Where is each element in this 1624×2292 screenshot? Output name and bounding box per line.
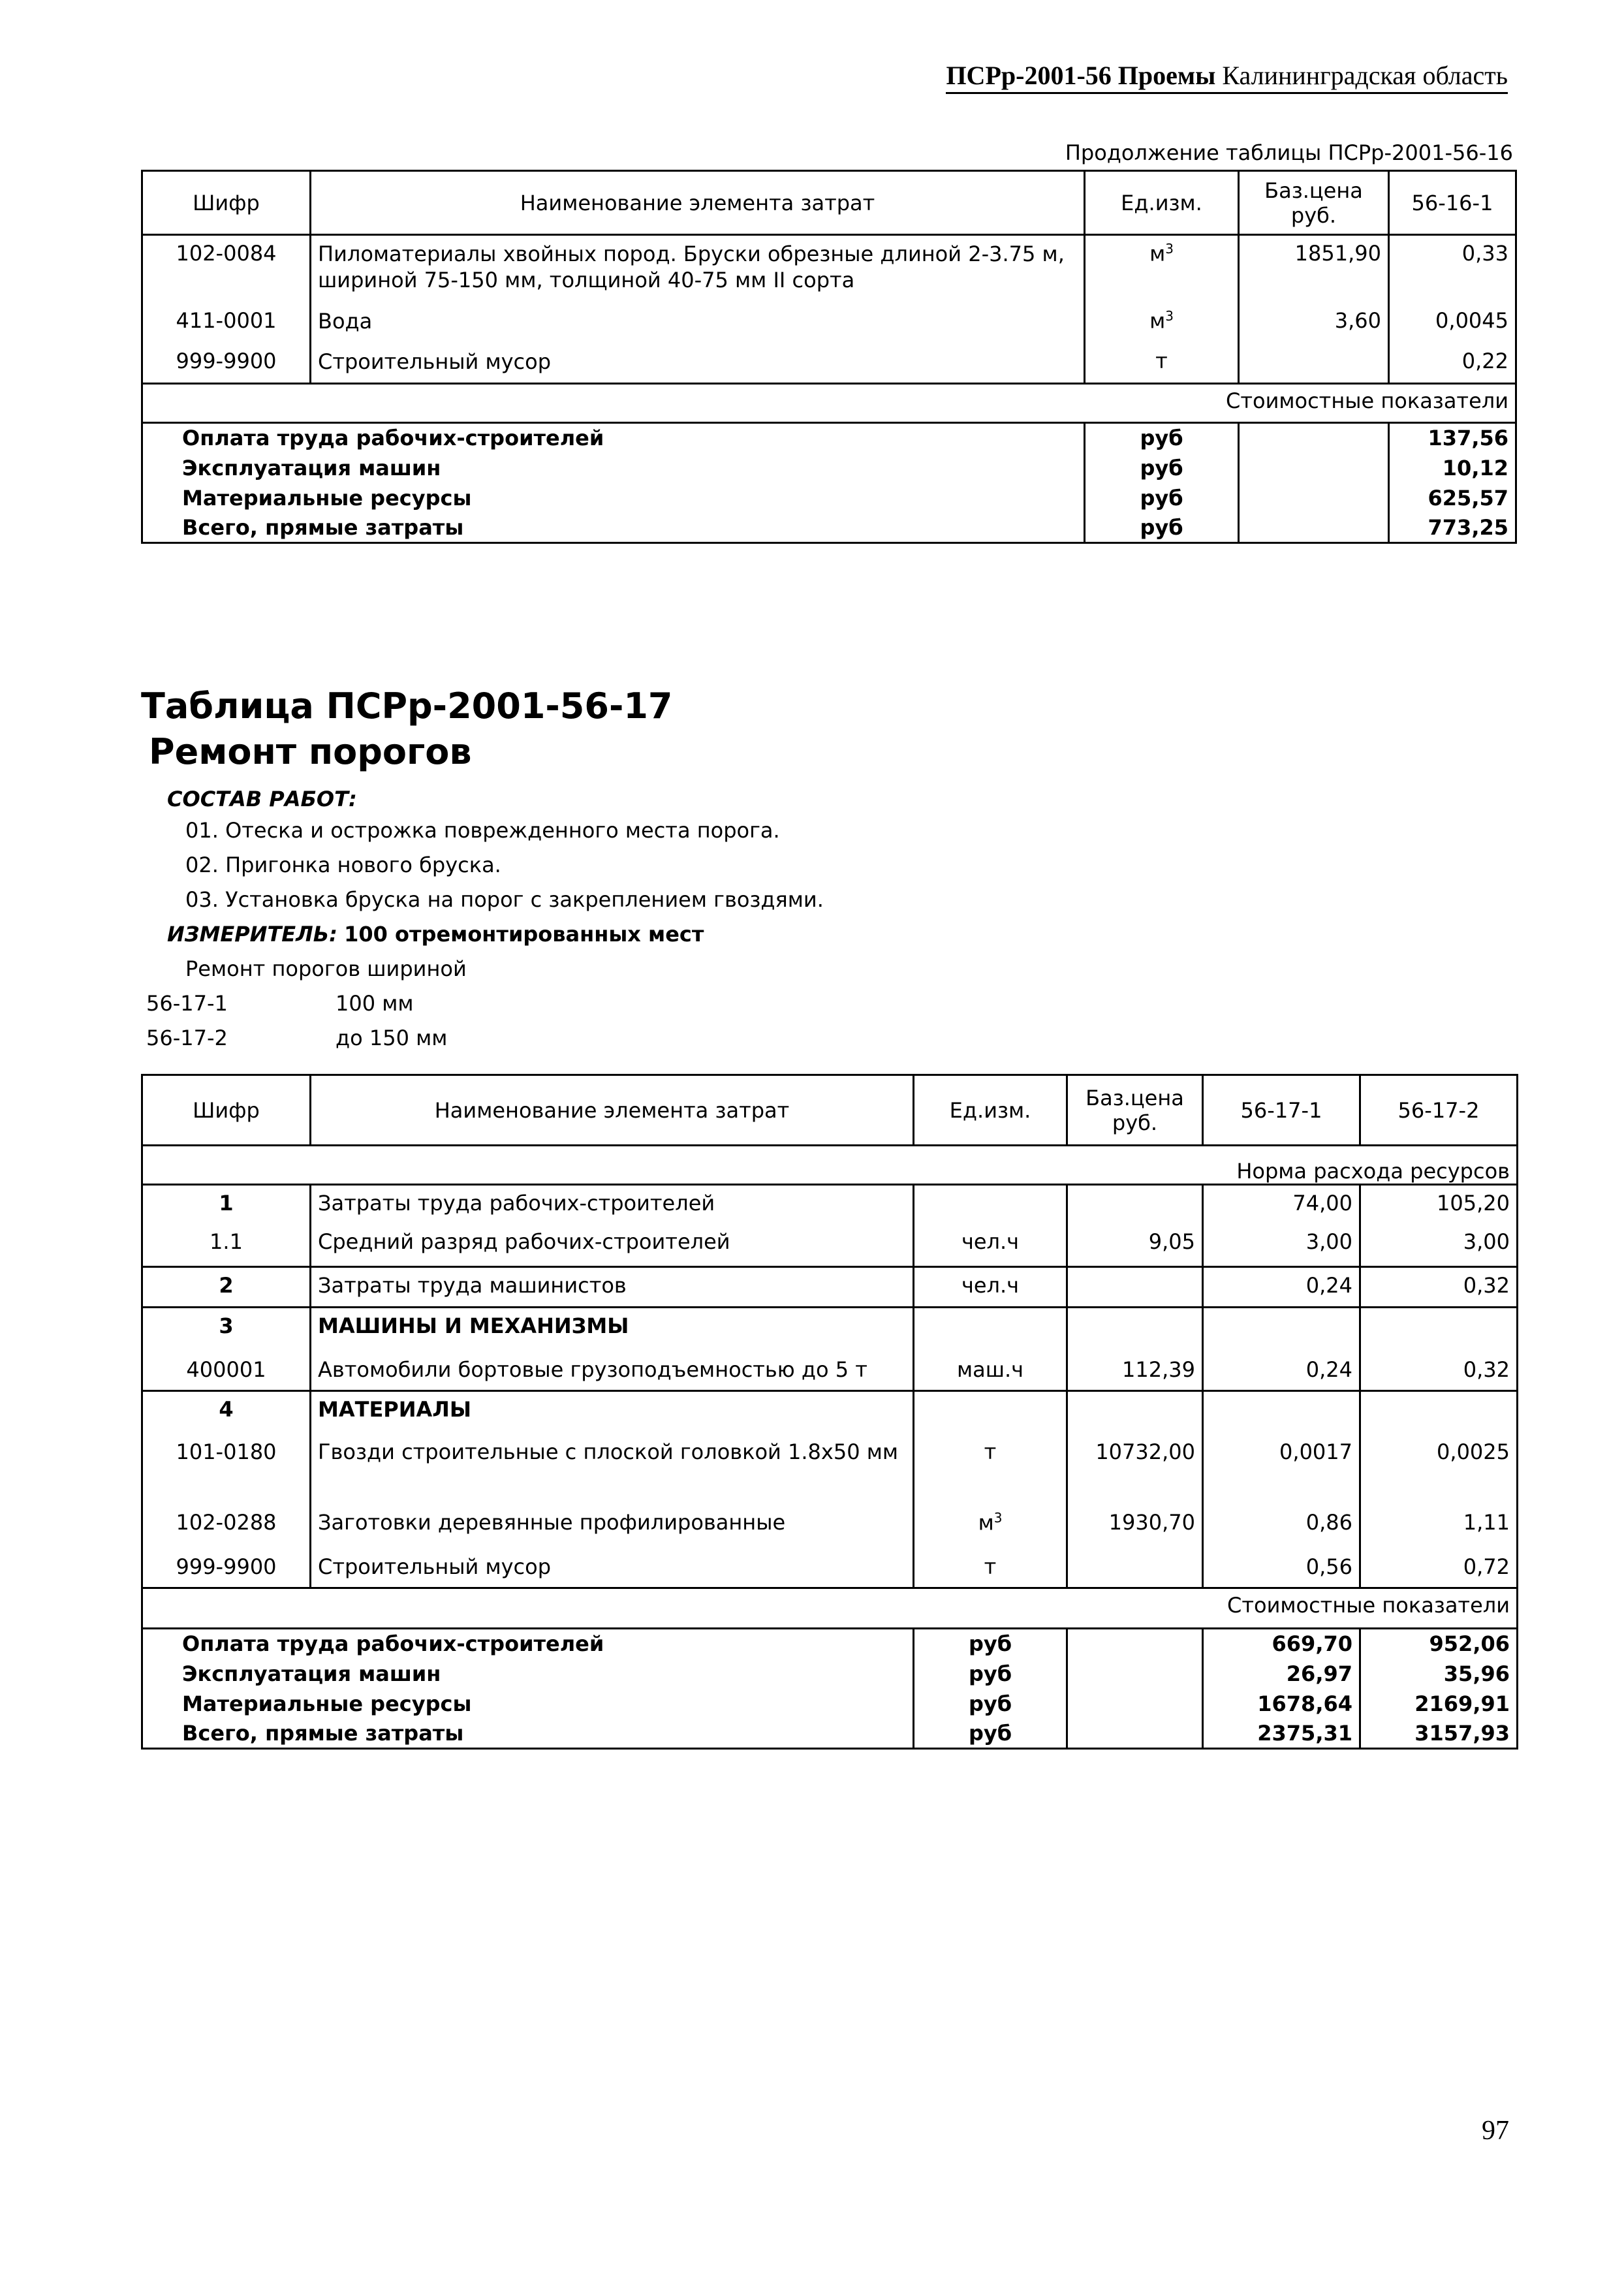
cost-row bbox=[142, 1629, 1518, 1659]
value-cell bbox=[1360, 1391, 1518, 1434]
running-header bbox=[946, 60, 1508, 94]
cost-unit: руб bbox=[914, 1629, 1067, 1659]
cost-row bbox=[142, 423, 1516, 453]
unit-cell bbox=[914, 1224, 1067, 1267]
cost-value: 1678,64 bbox=[1203, 1689, 1360, 1719]
price-cell: 112,39 bbox=[1067, 1352, 1203, 1391]
cost-value: 26,97 bbox=[1203, 1659, 1360, 1689]
unit-text: чел.ч bbox=[961, 1273, 1020, 1298]
column-header: Шифр bbox=[142, 171, 311, 235]
value-cell bbox=[1203, 1391, 1360, 1434]
column-header: Баз.цена руб. bbox=[1239, 171, 1389, 235]
value-cell: 0,56 bbox=[1203, 1549, 1360, 1588]
value-cell: 0,24 bbox=[1203, 1352, 1360, 1391]
unit-text: м bbox=[1149, 308, 1166, 334]
cost-unit: руб bbox=[1085, 513, 1239, 543]
code-cell: 102-0084 bbox=[142, 235, 311, 303]
measure-value: 100 отремонтированных мест bbox=[344, 922, 704, 947]
cost-label: Всего, прямые затраты bbox=[142, 513, 1085, 543]
code-cell: 2 bbox=[142, 1267, 311, 1308]
table-row bbox=[142, 1352, 1518, 1391]
code-cell: 1.1 bbox=[142, 1224, 311, 1267]
cost-caption: Стоимостные показатели bbox=[142, 1588, 1518, 1629]
norm-caption: Норма расхода ресурсов bbox=[142, 1146, 1518, 1185]
unit-cell bbox=[1085, 235, 1239, 303]
name-cell: МАШИНЫ И МЕХАНИЗМЫ bbox=[311, 1308, 914, 1352]
unit-text: м bbox=[1149, 241, 1166, 266]
column-header: 56-17-1 bbox=[1203, 1075, 1360, 1146]
name-cell: Строительный мусор bbox=[311, 343, 1085, 384]
table-row bbox=[142, 1391, 1518, 1434]
name-cell: Затраты труда рабочих-строителей bbox=[311, 1185, 914, 1224]
value-cell: 0,24 bbox=[1203, 1267, 1360, 1308]
name-cell: Вода bbox=[311, 303, 1085, 343]
empty-cell bbox=[1239, 513, 1389, 543]
table-row bbox=[142, 1224, 1518, 1267]
cost-value: 137,56 bbox=[1389, 423, 1516, 453]
unit-cell bbox=[914, 1434, 1067, 1505]
table-row bbox=[142, 1434, 1518, 1505]
cost-unit: руб bbox=[1085, 483, 1239, 513]
empty-cell bbox=[1239, 423, 1389, 453]
unit-text: маш.ч bbox=[956, 1357, 1024, 1382]
price-cell bbox=[1067, 1391, 1203, 1434]
column-header: Наименование элемента затрат bbox=[311, 1075, 914, 1146]
code-cell: 1 bbox=[142, 1185, 311, 1224]
composition-label: СОСТАВ РАБОТ: bbox=[167, 787, 357, 811]
cost-label: Материальные ресурсы bbox=[142, 1689, 914, 1719]
cost-caption: Стоимостные показатели bbox=[142, 384, 1516, 423]
column-header: 56-17-2 bbox=[1360, 1075, 1518, 1146]
cost-value: 952,06 bbox=[1360, 1629, 1518, 1659]
unit-text: м bbox=[978, 1510, 994, 1535]
table-row bbox=[142, 303, 1516, 343]
name-cell: Гвозди строительные с плоской головкой 1.8x50 мм bbox=[311, 1434, 914, 1505]
code-cell: 3 bbox=[142, 1308, 311, 1352]
region-name: Калининградская область bbox=[1222, 61, 1508, 90]
cost-label: Эксплуатация машин bbox=[142, 1659, 914, 1689]
value-cell: 0,0025 bbox=[1360, 1434, 1518, 1505]
code-cell: 4 bbox=[142, 1391, 311, 1434]
unit-superscript: 3 bbox=[1165, 307, 1174, 324]
table-row bbox=[142, 1185, 1518, 1224]
value-cell: 0,86 bbox=[1203, 1505, 1360, 1549]
unit-text: т bbox=[1155, 348, 1168, 373]
section-subtitle: Ремонт порогов bbox=[149, 731, 472, 772]
price-cell bbox=[1239, 343, 1389, 384]
cost-unit: руб bbox=[1085, 423, 1239, 453]
empty-cell bbox=[1067, 1689, 1203, 1719]
price-cell: 3,60 bbox=[1239, 303, 1389, 343]
code-cell: 999-9900 bbox=[142, 343, 311, 384]
measure-line bbox=[167, 922, 704, 947]
value-cell: 0,33 bbox=[1389, 235, 1516, 303]
code-cell: 102-0288 bbox=[142, 1505, 311, 1549]
name-cell: Затраты труда машинистов bbox=[311, 1267, 914, 1308]
code-cell: 411-0001 bbox=[142, 303, 311, 343]
column-header: Шифр bbox=[142, 1075, 311, 1146]
name-cell: Заготовки деревянные профилированные bbox=[311, 1505, 914, 1549]
unit-cell bbox=[914, 1391, 1067, 1434]
code-cell: 400001 bbox=[142, 1352, 311, 1391]
page-number: 97 bbox=[1482, 2116, 1509, 2146]
cost-row bbox=[142, 1719, 1518, 1749]
unit-cell bbox=[914, 1505, 1067, 1549]
section-title: Таблица ПСРр-2001-56-17 bbox=[141, 685, 673, 727]
cost-label: Оплата труда рабочих-строителей bbox=[142, 1629, 914, 1659]
cost-row bbox=[142, 483, 1516, 513]
table-row bbox=[142, 343, 1516, 384]
resource-table-56-17 bbox=[141, 1074, 1518, 1750]
name-cell: Пиломатериалы хвойных пород. Бруски обрезные длиной 2-3.75 м, шириной 75-150 мм, толщиной 40-75 мм II сорта bbox=[311, 235, 1085, 303]
unit-cell bbox=[914, 1267, 1067, 1308]
value-cell bbox=[1360, 1308, 1518, 1352]
width-caption: Ремонт порогов шириной bbox=[185, 956, 467, 981]
cost-label: Оплата труда рабочих-строителей bbox=[142, 423, 1085, 453]
continuation-note: Продолжение таблицы ПСРр-2001-56-16 bbox=[1065, 140, 1513, 165]
value-cell bbox=[1203, 1308, 1360, 1352]
column-header: 56-16-1 bbox=[1389, 171, 1516, 235]
cost-label: Материальные ресурсы bbox=[142, 483, 1085, 513]
price-cell: 1851,90 bbox=[1239, 235, 1389, 303]
cost-value: 2375,31 bbox=[1203, 1719, 1360, 1749]
cost-label: Эксплуатация машин bbox=[142, 453, 1085, 483]
cost-row bbox=[142, 513, 1516, 543]
empty-cell bbox=[1239, 453, 1389, 483]
empty-cell bbox=[1239, 483, 1389, 513]
empty-cell bbox=[1067, 1659, 1203, 1689]
cost-unit: руб bbox=[1085, 453, 1239, 483]
cost-value: 10,12 bbox=[1389, 453, 1516, 483]
table-row bbox=[142, 1308, 1518, 1352]
unit-text: т bbox=[984, 1439, 997, 1464]
value-cell: 3,00 bbox=[1360, 1224, 1518, 1267]
value-cell: 0,0045 bbox=[1389, 303, 1516, 343]
unit-cell bbox=[1085, 343, 1239, 384]
empty-cell bbox=[1067, 1719, 1203, 1749]
cost-value: 625,57 bbox=[1389, 483, 1516, 513]
unit-superscript: 3 bbox=[1165, 241, 1174, 257]
price-cell bbox=[1067, 1549, 1203, 1588]
value-cell: 0,72 bbox=[1360, 1549, 1518, 1588]
empty-cell bbox=[1067, 1629, 1203, 1659]
value-cell: 3,00 bbox=[1203, 1224, 1360, 1267]
table-row bbox=[142, 1549, 1518, 1588]
value-cell: 74,00 bbox=[1203, 1185, 1360, 1224]
measure-label: ИЗМЕРИТЕЛЬ: bbox=[167, 922, 337, 947]
value-cell: 105,20 bbox=[1360, 1185, 1518, 1224]
table-row bbox=[142, 1505, 1518, 1549]
unit-cell bbox=[914, 1352, 1067, 1391]
document-code: ПСРр-2001-56 Проемы bbox=[946, 61, 1216, 90]
cost-unit: руб bbox=[914, 1719, 1067, 1749]
cost-value: 3157,93 bbox=[1360, 1719, 1518, 1749]
table-row bbox=[142, 1267, 1518, 1308]
cost-value: 35,96 bbox=[1360, 1659, 1518, 1689]
unit-cell bbox=[914, 1185, 1067, 1224]
column-header: Баз.цена руб. bbox=[1067, 1075, 1203, 1146]
value-cell: 0,32 bbox=[1360, 1352, 1518, 1391]
value-cell: 0,0017 bbox=[1203, 1434, 1360, 1505]
price-cell: 1930,70 bbox=[1067, 1505, 1203, 1549]
unit-superscript: 3 bbox=[993, 1509, 1003, 1526]
unit-cell bbox=[914, 1549, 1067, 1588]
value-cell: 0,32 bbox=[1360, 1267, 1518, 1308]
name-cell: Автомобили бортовые грузоподъемностью до 5 т bbox=[311, 1352, 914, 1391]
name-cell: Строительный мусор bbox=[311, 1549, 914, 1588]
cost-row bbox=[142, 1689, 1518, 1719]
cost-value: 2169,91 bbox=[1360, 1689, 1518, 1719]
variant-code-2: 56-17-2 bbox=[146, 1026, 228, 1050]
work-step-1: 01. Отеска и острожка поврежденного места порога. bbox=[185, 818, 780, 843]
unit-cell bbox=[914, 1308, 1067, 1352]
price-cell bbox=[1067, 1185, 1203, 1224]
column-header: Ед.изм. bbox=[914, 1075, 1067, 1146]
cost-row bbox=[142, 1659, 1518, 1689]
price-cell: 9,05 bbox=[1067, 1224, 1203, 1267]
name-cell: Средний разряд рабочих-строителей bbox=[311, 1224, 914, 1267]
variant-desc-1: 100 мм bbox=[336, 991, 414, 1016]
cost-row bbox=[142, 453, 1516, 483]
cost-label: Всего, прямые затраты bbox=[142, 1719, 914, 1749]
variant-desc-2: до 150 мм bbox=[336, 1026, 448, 1050]
cost-value: 773,25 bbox=[1389, 513, 1516, 543]
unit-text: т bbox=[984, 1554, 997, 1579]
cost-value: 669,70 bbox=[1203, 1629, 1360, 1659]
value-cell: 1,11 bbox=[1360, 1505, 1518, 1549]
work-step-3: 03. Установка бруска на порог с закреплением гвоздями. bbox=[185, 887, 824, 912]
column-header: Наименование элемента затрат bbox=[311, 171, 1085, 235]
resource-table-56-16 bbox=[141, 170, 1517, 544]
code-cell: 999-9900 bbox=[142, 1549, 311, 1588]
column-header: Ед.изм. bbox=[1085, 171, 1239, 235]
price-cell: 10732,00 bbox=[1067, 1434, 1203, 1505]
cost-unit: руб bbox=[914, 1689, 1067, 1719]
variant-code-1: 56-17-1 bbox=[146, 991, 228, 1016]
price-cell bbox=[1067, 1267, 1203, 1308]
unit-text: чел.ч bbox=[961, 1229, 1020, 1254]
table-row bbox=[142, 235, 1516, 303]
value-cell: 0,22 bbox=[1389, 343, 1516, 384]
price-cell bbox=[1067, 1308, 1203, 1352]
cost-unit: руб bbox=[914, 1659, 1067, 1689]
name-cell: МАТЕРИАЛЫ bbox=[311, 1391, 914, 1434]
unit-cell bbox=[1085, 303, 1239, 343]
code-cell: 101-0180 bbox=[142, 1434, 311, 1505]
work-step-2: 02. Пригонка нового бруска. bbox=[185, 853, 501, 877]
